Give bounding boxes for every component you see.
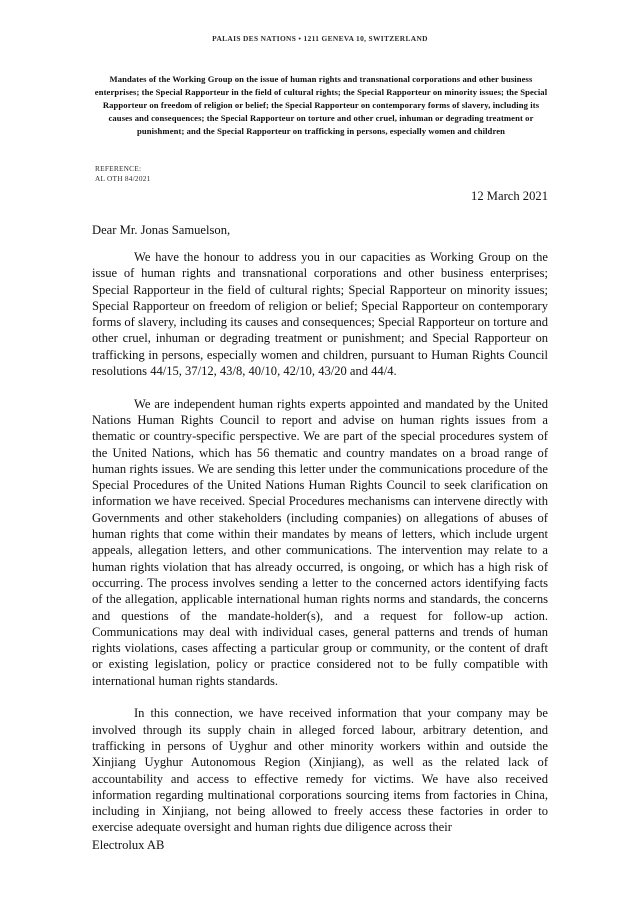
reference-label: REFERENCE: (95, 164, 142, 173)
body-paragraph: In this connection, we have received information that your company may be involved through its supply chain in alleged forced labour, arbitrary detention, and trafficking in persons of Uyghur and other minority workers within and outside the Xinjiang Uyghur Autonomous Region (Xinjiang), as well as the related lack of accountability and access to effective remedy for victims. We have also received information regarding multinational corporations sourcing items from factories in China, including in Xinjiang, not being allowed to freely access these factories in order to exercise adequate oversight and human rights due diligence across their (92, 706, 548, 835)
salutation: Dear Mr. Jonas Samuelson, (92, 223, 231, 237)
mandates-title: Mandates of the Working Group on the issue of human rights and transnational corporations and other business enterprises; the Special Rapporteur in the field of cultural rights; the Special Rapporteur on minority issues; the Special Rapporteur on freedom of religion or belief; the Special Rapporteur on contemporary forms of slavery, including its causes and consequences; the Special Rapporteur on torture and other cruel, inhuman or degrading treatment or punishment; and the Special Rapporteur on trafficking in persons, especially women and children (94, 74, 548, 137)
body-paragraph: We have the honour to address you in our capacities as Working Group on the issue of human rights and transnational corporations and other business enterprises; Special Rapporteur in the field of cultural rights; Special Rapporteur on minority issues; Special Rapporteur on freedom of religion or belief; Special Rapporteur on contemporary forms of slavery, including its causes and consequences; Special Rapporteur on torture and other cruel, inhuman or degrading treatment or punishment; and Special Rapporteur on trafficking in persons, especially women and children, pursuant to Human Rights Council resolutions 44/15, 37/12, 43/8, 40/10, 42/10, 43/20 and 44/4. (92, 250, 548, 379)
body-paragraph: We are independent human rights experts appointed and mandated by the United Nations Human Rights Council to report and advise on human rights issues from a thematic or country-specific perspective. We are part of the special procedures system of the United Nations, which has 56 thematic and country mandates on a broad range of human rights issues. We are sending this letter under the communications procedure of the Special Procedures of the United Nations Human Rights Council to seek clarification on information we have received. Special Procedures mechanisms can intervene directly with Governments and other stakeholders (including companies) on allegations of abuses of human rights that come within their mandates by means of letters, which include urgent appeals, allegation letters, and other communications. The intervention may relate to a human rights violation that has already occurred, is ongoing, or which has a high risk of occurring. The process involves sending a letter to the concerned actors identifying facts of the allegation, applicable international human rights norms and standards, the concerns and questions of the mandate-holder(s), and a request for follow-up action. Communications may deal with individual cases, general patterns and trends of human rights violations, cases affecting a particular group or community, or the content of draft or existing legislation, policy or practice considered not to be fully compatible with international human rights standards. (92, 396, 548, 688)
letter-body (92, 249, 548, 836)
letterhead-address: PALAIS DES NATIONS • 1211 GENEVA 10, SWITZERLAND (212, 34, 428, 43)
letter-date: 12 March 2021 (471, 189, 548, 203)
footer-addressee: Electrolux AB (92, 838, 165, 852)
reference-block (95, 164, 151, 183)
reference-code: AL OTH 84/2021 (95, 173, 151, 183)
